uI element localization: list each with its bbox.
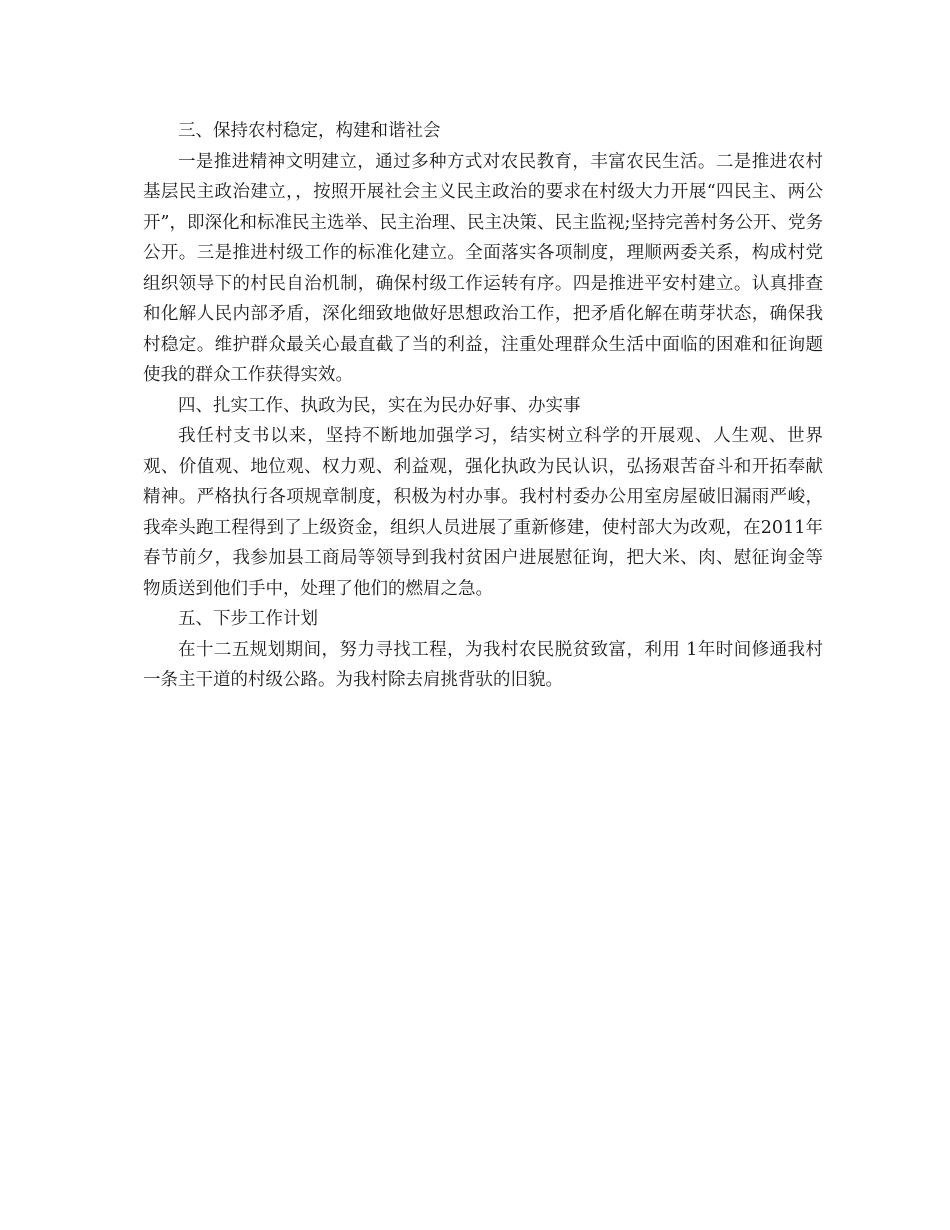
section-paragraph: 一是推进精神文明建立，通过多种方式对农民教育，丰富农民生活。二是推进农村基层民主政治建立，，按照开展社会主义民主政治的要求在村级大力开展“四民主、两公开”，即深化和标准民主选举、民主治理、民主决策、民主监视;坚持完善村务公开、党务公开。三是推进村级工作的标准化建立。全面落实各项制度，理顺两委关系，构成村党组织领导下的村民自治机制，确保村级工作运转有序。四是推进平安村建立。认真排查和化解人民内部矛盾，深化细致地做好思想政治工作，把矛盾化解在萌芽状态，确保我村稳定。维护群众最关心最直截了当的利益，注重处理群众生活中面临的困难和征询题使我的群众工作获得实效。 xyxy=(143,151,823,385)
section-paragraph: 我任村支书以来，坚持不断地加强学习，结实树立科学的开展观、人生观、世界观、价值观、地位观、权力观、利益观，强化执政为民认识，弘扬艰苦奋斗和开拓奉献精神。严格执行各项规章制度，积极为村办事。我村村委办公用室房屋破旧漏雨严峻，我牵头跑工程得到了上级资金，组织人员进展了重新修建，使村部大为改观，在2011年春节前夕，我参加县工商局等领导到我村贫困户进展慰征询，把大米、肉、慰征询金等物质送到他们手中，处理了他们的燃眉之急。 xyxy=(143,426,823,599)
section-paragraph: 在十二五规划期间，努力寻找工程，为我村农民脱贫致富，利用 1年时间修通我村一条主干道的村级公路。为我村除去肩挑背驮的旧貌。 xyxy=(143,639,823,690)
section-5 xyxy=(143,604,823,696)
section-4 xyxy=(143,391,823,605)
document-body xyxy=(143,116,823,696)
section-heading: 四、扎实工作、执政为民，实在为民办好事、办实事 xyxy=(178,395,581,416)
section-heading: 三、保持农村稳定，构建和谐社会 xyxy=(178,121,441,141)
section-3 xyxy=(143,116,823,391)
section-heading: 五、下步工作计划 xyxy=(178,609,318,629)
